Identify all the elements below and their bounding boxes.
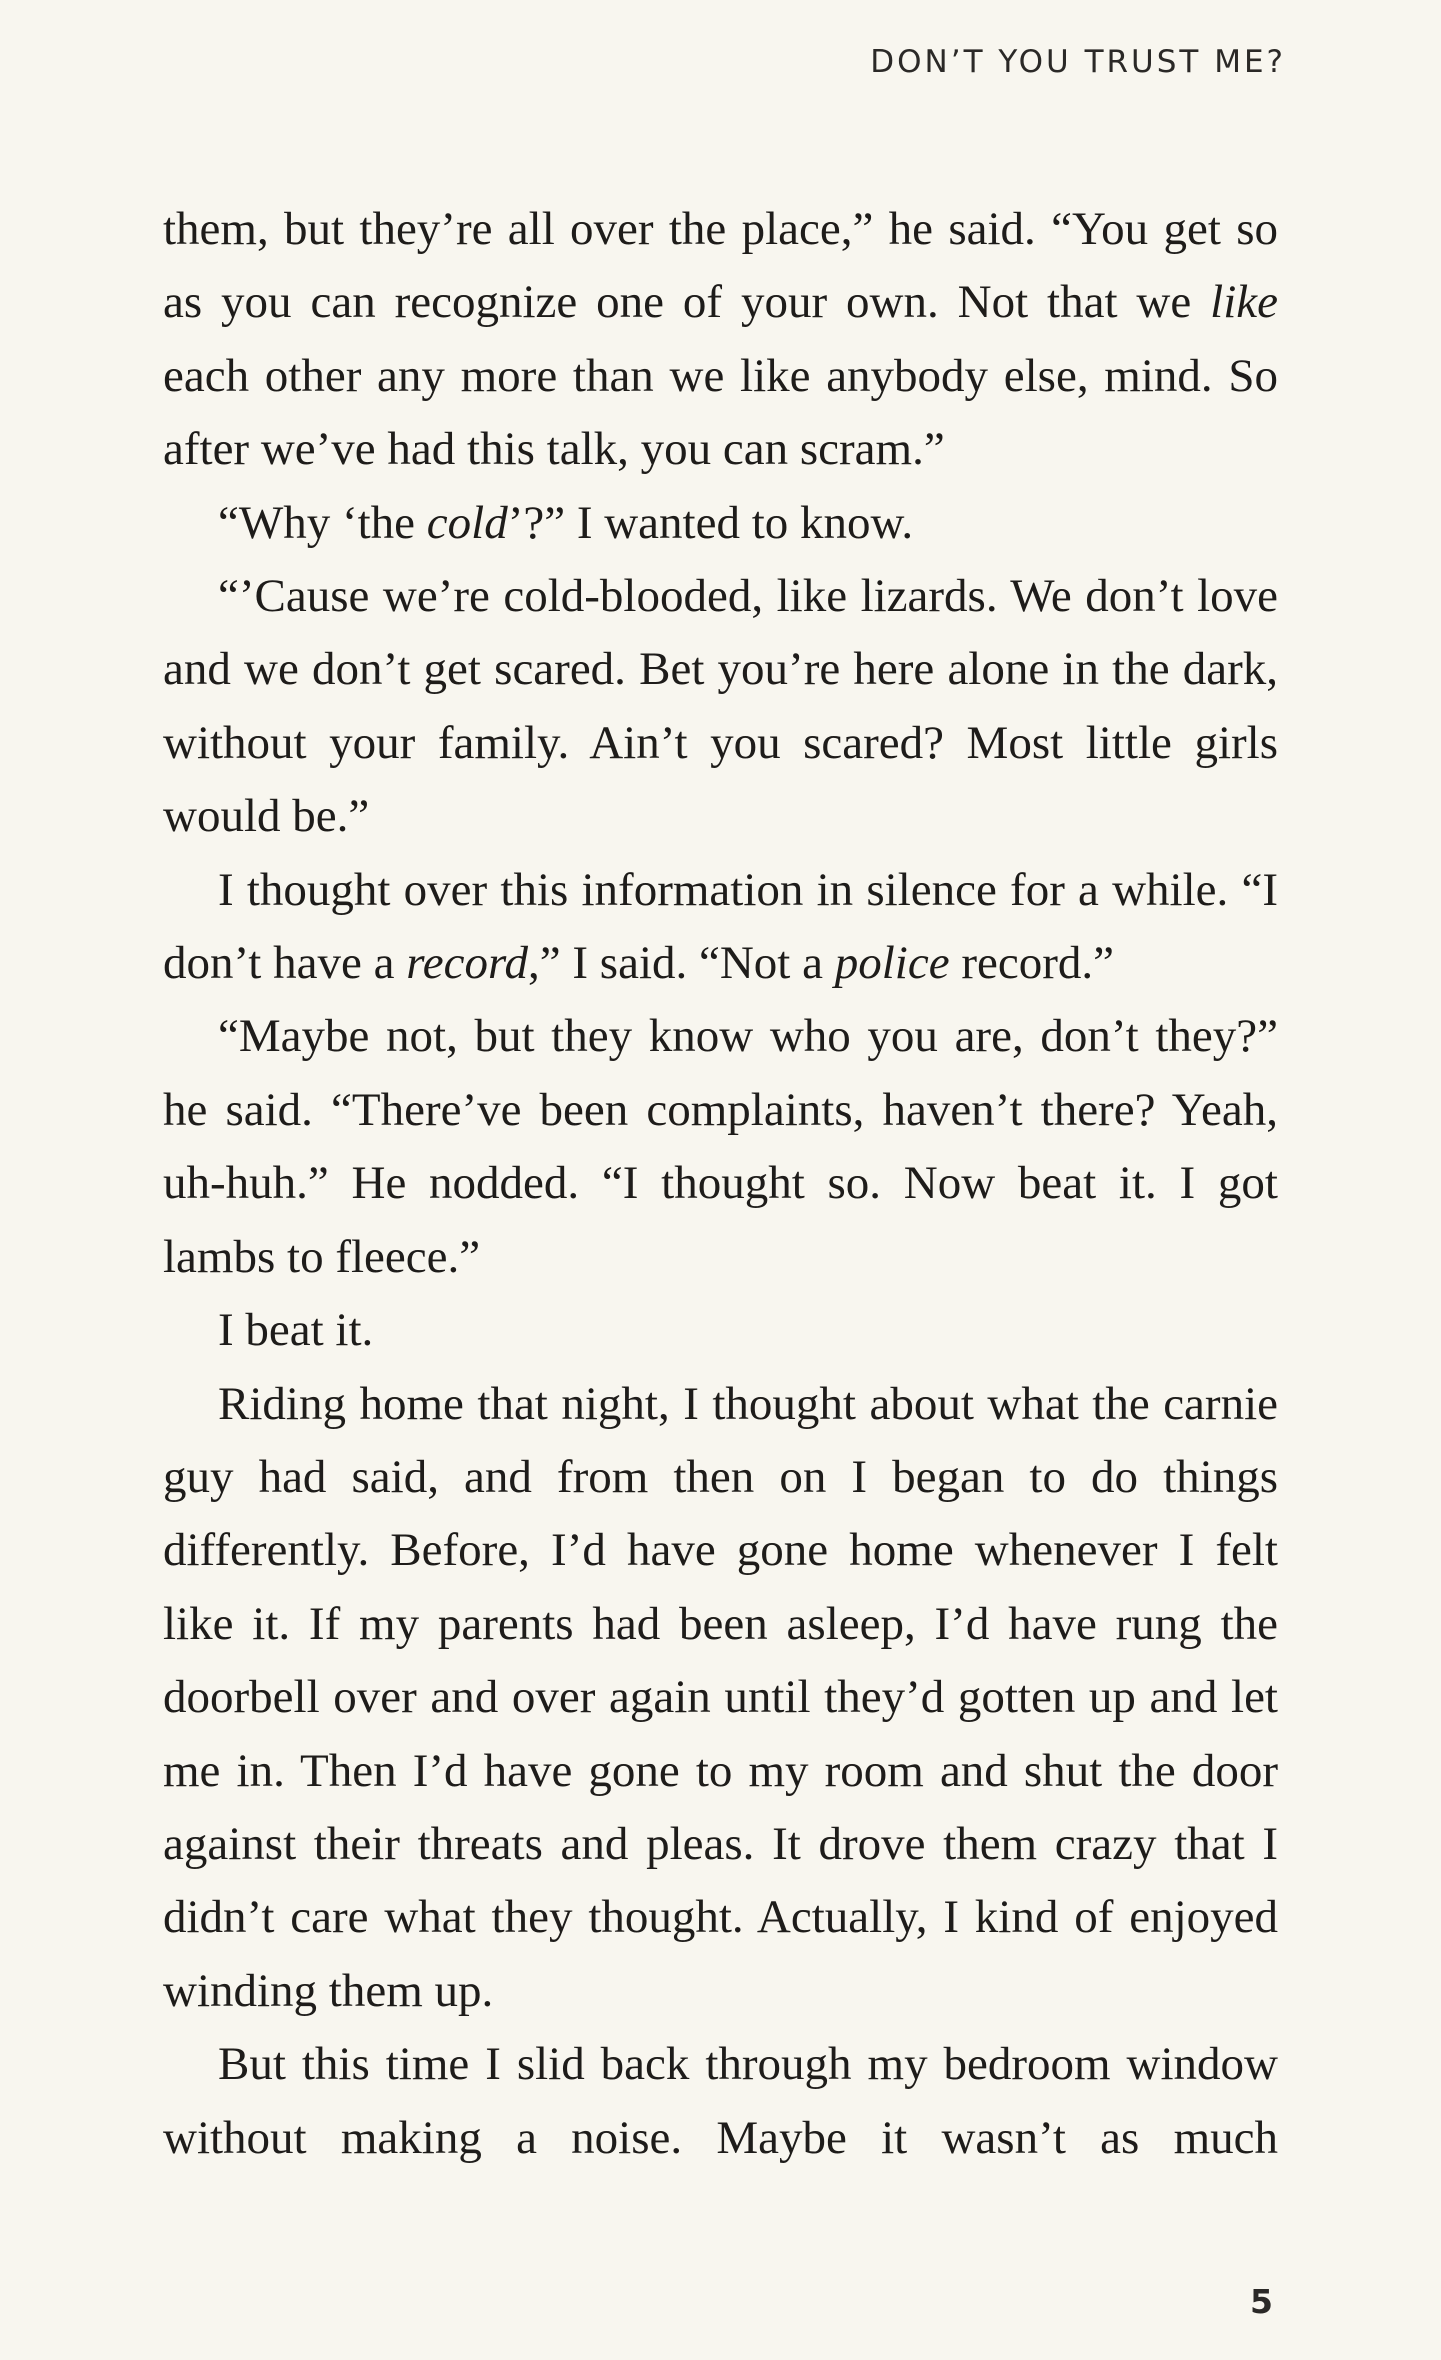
body-text [163, 193, 1278, 2175]
italic-run: record [406, 937, 529, 990]
paragraph [163, 2028, 1278, 2175]
text-run: I beat it. [218, 1304, 374, 1357]
text-run: each other any more than we like anybody else, mind. So after we’ve had this talk, you can scram.” [163, 349, 1278, 476]
text-run: “Why ‘the [218, 496, 427, 549]
italic-run: police [834, 937, 950, 990]
text-run: “’Cause we’re cold-blooded, like lizards. We don’t love and we don’t get scared. Bet you’re here alone in the dark, without your family. Ain’t you scared? Most little girls would be.” [163, 570, 1278, 843]
text-run: Riding home that night, I thought about what the carnie guy had said, and from then on I began to do things differently. Before, I’d have gone home whenever I felt like it. If my parents had been asleep, I’d have rung the doorbell over and over again until they’d gotten up and let me in. Then I’d have gone to my room and shut the door against their threats and pleas. It drove them crazy that I didn’t care what they thought. Actually, I kind of enjoyed winding them up. [163, 1377, 1278, 2017]
paragraph [163, 560, 1278, 854]
text-run: “Maybe not, but they know who you are, don’t they?” he said. “There’ve been complaints, haven’t there? Yeah, uh-huh.” He nodded. “I thought so. Now beat it. I got lambs to fleece.” [163, 1010, 1278, 1283]
italic-run: like [1210, 276, 1278, 329]
paragraph [163, 193, 1278, 487]
paragraph [163, 487, 1278, 560]
text-run: I thought over this information in silence for a while. “I don’t have a [163, 863, 1278, 990]
text-run: But this time I slid back through my bedroom window without making a noise. Maybe it wasn’t as much [163, 2038, 1278, 2164]
italic-run: cold [426, 496, 508, 549]
paragraph [163, 1294, 1278, 1367]
running-head: DON’T YOU TRUST ME? [870, 44, 1286, 80]
page-number: 5 [1250, 2282, 1273, 2321]
paragraph [163, 854, 1278, 1001]
text-run: ’?” I wanted to know. [507, 496, 914, 549]
text-run: ,” I said. “Not a [528, 937, 835, 990]
text-run: record.” [949, 937, 1114, 990]
paragraph [163, 1368, 1278, 2029]
paragraph [163, 1000, 1278, 1294]
text-run: them, but they’re all over the place,” he said. “You get so as you can recognize one of your own. Not that we [163, 203, 1278, 329]
